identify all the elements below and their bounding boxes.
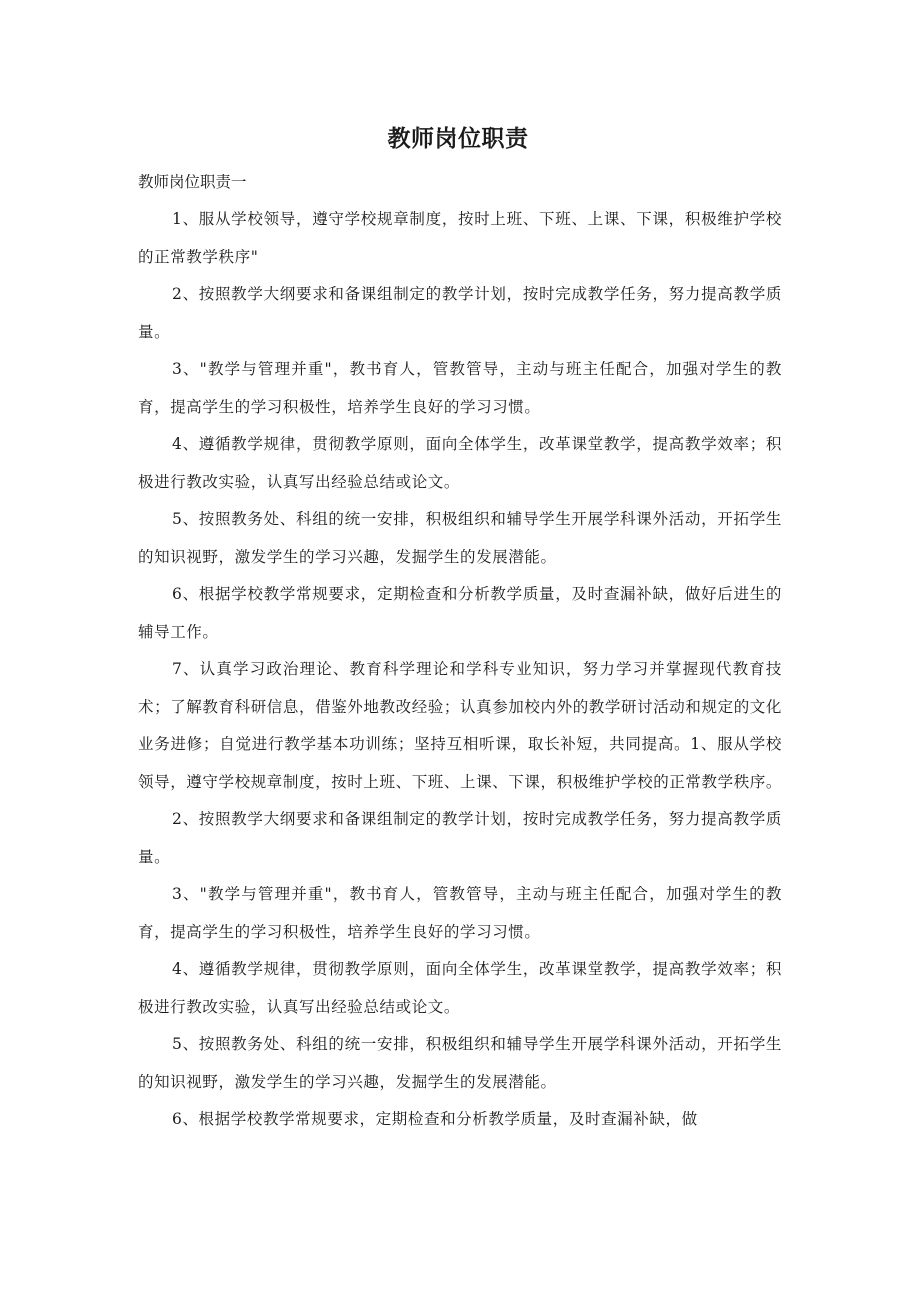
paragraph: 4、遵循教学规律，贯彻教学原则，面向全体学生，改革课堂教学，提高教学效率；积极进行教改实验，认真写出经验总结或论文。: [138, 960, 782, 1016]
paragraph: 7、认真学习政治理论、教育科学理论和学科专业知识，努力学习并掌握现代教育技术；了解教育科研信息，借鉴外地教改经验；认真参加校内外的教学研讨活动和规定的文化业务进修；自觉进行教学基本功训练；坚持互相听课，取长补短，共同提高。1、服从学校领导，遵守学校规章制度，按时上班、下班、上课、下课，积极维护学校的正常教学秩序。: [138, 660, 783, 791]
paragraph: 1、服从学校领导，遵守学校规章制度，按时上班、下班、上课、下课，积极维护学校的正常教学秩序": [138, 210, 782, 266]
paragraph: 3、"教学与管理并重"，教书育人，管教管导，主动与班主任配合，加强对学生的教育，提高学生的学习积极性，培养学生良好的学习习惯。: [138, 360, 782, 416]
section-heading: 教师岗位职责一: [138, 173, 247, 191]
paragraph: 6、根据学校教学常规要求，定期检查和分析教学质量，及时查漏补缺，做好后进生的辅导工作。: [138, 585, 782, 641]
paragraph: 2、按照教学大纲要求和备课组制定的教学计划，按时完成教学任务，努力提高教学质量。: [138, 285, 782, 341]
document-title: 教师岗位职责: [387, 126, 529, 152]
document-body: [138, 201, 782, 1139]
paragraph: 5、按照教务处、科组的统一安排，积极组织和辅导学生开展学科课外活动，开拓学生的知识视野，激发学生的学习兴趣，发掘学生的发展潜能。: [138, 1035, 782, 1091]
paragraph: 4、遵循教学规律，贯彻教学原则，面向全体学生，改革课堂教学，提高教学效率；积极进行教改实验，认真写出经验总结或论文。: [138, 435, 782, 491]
paragraph: 5、按照教务处、科组的统一安排，积极组织和辅导学生开展学科课外活动，开拓学生的知识视野，激发学生的学习兴趣，发掘学生的发展潜能。: [138, 510, 782, 566]
paragraph: 6、根据学校教学常规要求，定期检查和分析教学质量，及时查漏补缺，做: [172, 1110, 698, 1128]
paragraph: 3、"教学与管理并重"，教书育人，管教管导，主动与班主任配合，加强对学生的教育，提高学生的学习积极性，培养学生良好的学习习惯。: [138, 885, 782, 941]
paragraph: 2、按照教学大纲要求和备课组制定的教学计划，按时完成教学任务，努力提高教学质量。: [138, 810, 782, 866]
